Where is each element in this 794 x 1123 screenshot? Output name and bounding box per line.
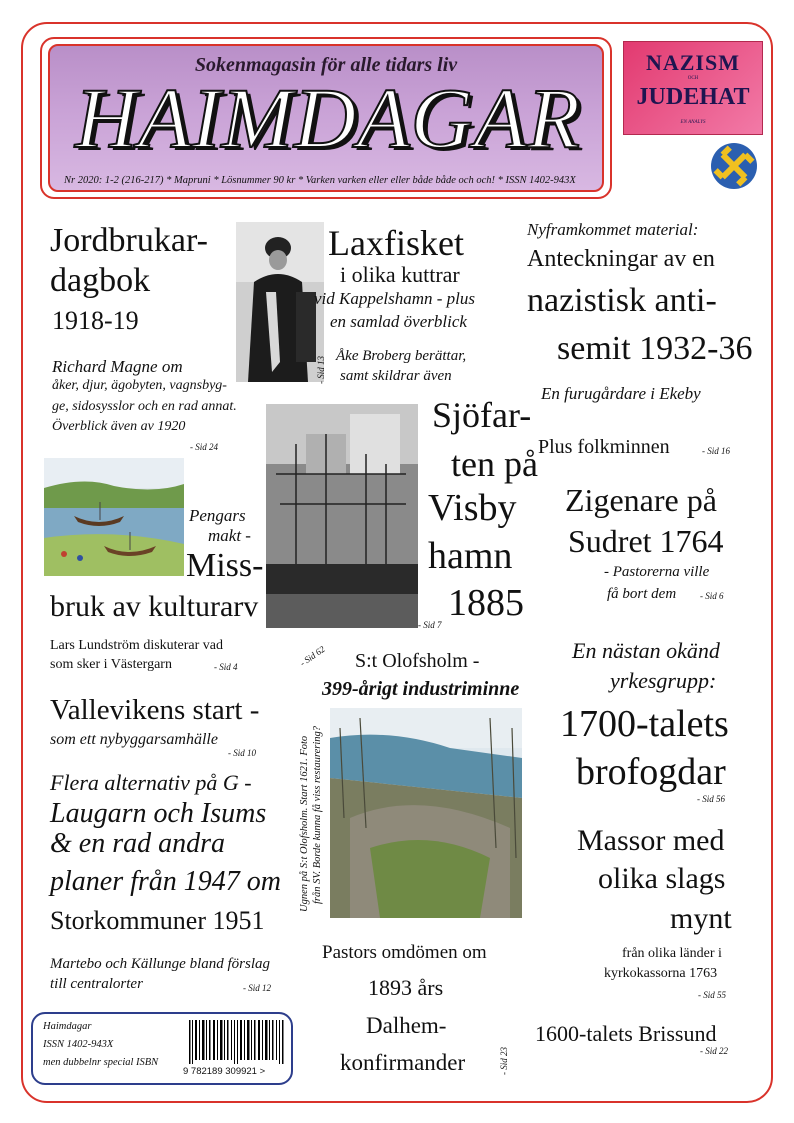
mynt-title-3: mynt [670, 902, 732, 935]
pastor-title-4: konfirmander [340, 1050, 466, 1075]
jordbrukar-page-ref: - Sid 24 [190, 442, 218, 452]
storkommun-kicker: Flera alternativ på G - [50, 770, 252, 795]
kulturarv-desc-2: som sker i Västergarn [50, 657, 172, 672]
mynt-title-2: olika slags [598, 862, 726, 895]
storkommun-title-3: planer från 1947 om [50, 866, 281, 897]
storkommun-title-4: Storkommuner 1951 [50, 906, 265, 935]
magazine-logo: HAIMDAGAR [75, 70, 581, 166]
nazist-page-ref: - Sid 16 [702, 446, 730, 456]
laxfisket-desc-3: Åke Broberg berättar, [336, 348, 467, 364]
zigenare-title-1: Zigenare på [565, 482, 717, 518]
nazist-desc: En furugårdare i Ekeby [541, 384, 701, 403]
masthead-tagline: Sokenmagasin för alle tidars liv [194, 54, 458, 76]
laxfisket-subtitle: i olika kuttrar [340, 262, 460, 287]
olofsholm-title-1: S:t Olofsholm - [355, 650, 480, 672]
kulturarv-kicker-1: Pengars [189, 506, 246, 525]
mynt-page-ref: - Sid 55 [698, 990, 726, 1000]
sjofart-title-2: ten på [451, 444, 538, 484]
olofsholm-title-2: 399-årigt industriminne [322, 678, 520, 700]
zigenare-title-2: Sudret 1764 [568, 523, 724, 559]
brissund-title: 1600-talets Brissund [535, 1021, 717, 1046]
swastika-emblem [710, 142, 758, 190]
barcode [187, 1020, 287, 1064]
zigenare-desc-1: - Pastorerna ville [604, 564, 710, 580]
pastor-title-2: 1893 års [368, 975, 444, 1000]
vallevik-desc: som ett nybyggarsamhälle [50, 731, 218, 748]
jordbrukar-desc-1: åker, djur, ägobyten, vagnsbyg- [52, 378, 227, 393]
brofogdar-title-2: brofogdar [576, 751, 726, 793]
kulturarv-title-2: bruk av kulturarv [50, 590, 259, 623]
laxfisket-title: Laxfisket [328, 223, 464, 263]
sjofart-title-1: Sjöfar- [432, 395, 532, 435]
sjofart-page-ref: - Sid 7 [418, 620, 442, 630]
olofsholm-caption-1: Ugnen på S:t Olofsholm. Start 1621. Foto [299, 735, 310, 912]
storkommun-title-2: & en rad andra [50, 828, 225, 859]
book-title-1: NAZISM [645, 50, 740, 75]
laxfisket-desc-1: vid Kappelshamn - plus [314, 289, 476, 308]
zigenare-page-ref: - Sid 6 [700, 591, 724, 601]
vallevik-page-ref: - Sid 10 [228, 748, 256, 758]
nazist-title-1: Anteckningar av en [527, 246, 715, 272]
brofogdar-kicker-1: En nästan okänd [572, 638, 720, 663]
laxfisket-page-ref: - Sid 13 [316, 356, 326, 384]
jordbrukar-title-1: Jordbrukar- [50, 222, 208, 259]
storkommun-page-ref: - Sid 12 [243, 983, 271, 993]
mynt-desc-1: från olika länder i [622, 946, 722, 961]
isbn-line-2: ISSN 1402-943X [43, 1039, 114, 1050]
nazist-kicker: Nyframkommet material: [527, 220, 699, 239]
kulturarv-title-1: Miss- [186, 547, 264, 584]
isbn-line-3: men dubbelnr special ISBN [43, 1057, 159, 1068]
masthead [48, 44, 604, 192]
kulturarv-kicker-2: makt - [208, 526, 251, 545]
jordbrukar-desc-3: Överblick även av 1920 [52, 419, 186, 434]
olofsholm-photo [330, 708, 522, 918]
kulturarv-desc-1: Lars Lundström diskuterar vad [50, 638, 224, 653]
isbn-line-1: Haimdagar [43, 1021, 92, 1032]
laxfisket-desc-4: samt skildrar även [340, 368, 452, 384]
sjofart-year: 1885 [448, 582, 524, 624]
nazist-title-3: semit 1932-36 [557, 330, 753, 367]
laxfisket-desc-2: en samlad överblick [330, 312, 467, 331]
book-title-och: OCH [687, 76, 699, 81]
olofsholm-page-ref: - Sid 62 [298, 643, 327, 669]
visby-harbour-photo [266, 404, 418, 628]
barcode-digits: 9 782189 309921 > [183, 1066, 266, 1077]
mynt-desc-2: kyrkokassorna 1763 [604, 966, 718, 981]
pastor-title-1: Pastors omdömen om [322, 942, 487, 963]
painting-vikings-photo [44, 458, 184, 576]
jordbrukar-desc-2: ge, sidosysslor och en rad annat. [52, 399, 237, 414]
nazist-title-2: nazistisk anti- [527, 282, 717, 319]
book-subtitle: EN ANALYS [680, 120, 706, 125]
fisherman-photo [236, 222, 324, 382]
sjofart-title-4: hamn [428, 535, 513, 577]
kulturarv-page-ref: - Sid 4 [214, 662, 238, 672]
pastor-page-ref: - Sid 23 [499, 1047, 509, 1075]
storkommun-desc-1: Martebo och Källunge bland förslag [50, 956, 270, 972]
folkminnen-label: Plus folkminnen [538, 436, 670, 458]
issue-info: Nr 2020: 1-2 (216-217) * Mapruni * Lösnummer 90 kr * Varken varken eller eller både både och och! * ISSN 1402-943X [64, 175, 576, 186]
jordbrukar-title-2: dagbok [50, 262, 151, 299]
brofogdar-page-ref: - Sid 56 [697, 794, 725, 804]
zigenare-desc-2: få bort dem [607, 586, 677, 602]
storkommun-title-1: Laugarn och Isums [50, 798, 267, 829]
book-cover [623, 41, 763, 135]
mynt-title-1: Massor med [577, 824, 725, 857]
pastor-title-3: Dalhem- [366, 1013, 447, 1038]
storkommun-desc-2: till centralorter [50, 976, 143, 992]
sjofart-title-3: Visby [428, 487, 517, 529]
isbn-box [31, 1012, 293, 1085]
jordbrukar-author: Richard Magne om [52, 357, 183, 376]
jordbrukar-year: 1918-19 [52, 306, 139, 335]
book-title-2: JUDEHAT [636, 84, 750, 110]
brissund-page-ref: - Sid 22 [700, 1046, 728, 1056]
brofogdar-kicker-2: yrkesgrupp: [610, 668, 717, 693]
brofogdar-title-1: 1700-talets [560, 703, 729, 745]
vallevik-title: Vallevikens start - [50, 694, 260, 726]
olofsholm-caption-2: från SV. Borde kunna få viss restaurering? [312, 725, 323, 904]
